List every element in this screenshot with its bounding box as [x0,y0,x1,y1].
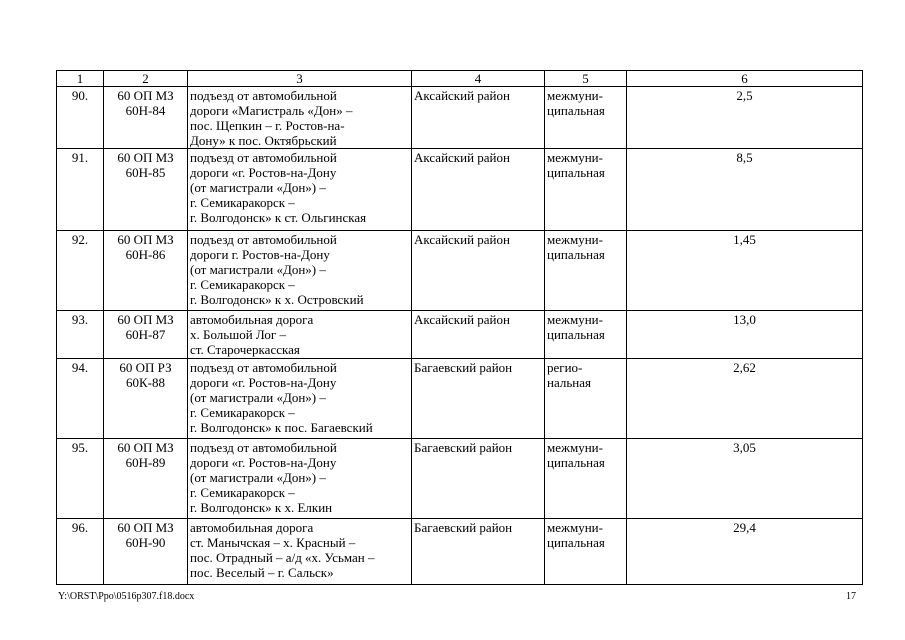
road-code-line: 60 ОП МЗ [117,312,174,327]
road-type [545,519,627,585]
road-name-line: (от магистрали «Дон») – [190,180,326,195]
road-type-line: межмуни- [547,232,603,247]
page-number: 17 [846,591,856,602]
road-type-line: ципальная [547,103,605,118]
col-header-1: 1 [57,71,104,87]
road-type-line: межмуни- [547,312,603,327]
row-number: 91. [57,149,104,231]
table-row [57,149,863,231]
road-length: 1,45 [627,231,863,311]
road-name-line: подъезд от автомобильной [190,360,337,375]
road-length: 3,05 [627,439,863,519]
road-name-line: г. Семикаракорск – [190,195,295,210]
road-code-line: 60Н-87 [125,327,166,342]
road-name-line: пос. Веселый – г. Сальск» [190,565,334,580]
road-code [104,311,188,359]
road-name-line: подъезд от автомобильной [190,150,337,165]
col-header-5: 5 [545,71,627,87]
road-code [104,231,188,311]
road-name-line: автомобильная дорога [190,312,314,327]
road-length: 8,5 [627,149,863,231]
road-code-line: 60Н-85 [125,165,166,180]
district: Аксайский район [412,149,545,231]
road-type [545,439,627,519]
road-type [545,149,627,231]
road-code-line: 60 ОП МЗ [117,440,174,455]
road-name [188,311,412,359]
road-name-line: (от магистрали «Дон») – [190,470,326,485]
road-name-line: г. Волгодонск» к х. Елкин [190,500,333,515]
table-row [57,87,863,149]
road-code-line: 60 ОП МЗ [117,88,174,103]
road-code [104,519,188,585]
road-code-line: 60Н-84 [125,103,166,118]
road-code [104,87,188,149]
road-name-line: автомобильная дорога [190,520,314,535]
district: Аксайский район [412,311,545,359]
road-length: 13,0 [627,311,863,359]
road-name-line: дороги «г. Ростов-на-Дону [190,165,337,180]
header-row [57,71,863,87]
road-name-line: г. Семикаракорск – [190,405,295,420]
district: Багаевский район [412,519,545,585]
road-name-line: (от магистрали «Дон») – [190,390,326,405]
row-number: 96. [57,519,104,585]
road-type-line: ципальная [547,165,605,180]
road-code-line: 60Н-89 [125,455,166,470]
road-type [545,87,627,149]
road-length: 2,5 [627,87,863,149]
road-name [188,439,412,519]
road-code [104,149,188,231]
road-code-line: 60 ОП МЗ [117,520,174,535]
road-name-line: дороги «г. Ростов-на-Дону [190,455,337,470]
road-name-line: пос. Щепкин – г. Ростов-на- [190,118,345,133]
row-number: 93. [57,311,104,359]
road-length: 2,62 [627,359,863,439]
table-row [57,359,863,439]
district: Багаевский район [412,359,545,439]
road-type-line: межмуни- [547,440,603,455]
road-name [188,231,412,311]
road-name [188,359,412,439]
row-number: 95. [57,439,104,519]
road-type [545,359,627,439]
row-number: 90. [57,87,104,149]
road-name-line: х. Большой Лог – [190,327,287,342]
table-row [57,311,863,359]
road-name-line: дороги г. Ростов-на-Дону [190,247,330,262]
road-type-line: межмуни- [547,150,603,165]
road-name-line: Дону» к пос. Октябрьский [190,133,337,148]
road-name [188,87,412,149]
road-type-line: ципальная [547,455,605,470]
road-type-line: ципальная [547,247,605,262]
road-code-line: 60 ОП РЗ [119,360,172,375]
row-number: 94. [57,359,104,439]
district: Аксайский район [412,87,545,149]
road-type-line: межмуни- [547,520,603,535]
road-name-line: (от магистрали «Дон») – [190,262,326,277]
road-code-line: 60 ОП МЗ [117,232,174,247]
road-name-line: г. Семикаракорск – [190,277,295,292]
road-code-line: 60Н-86 [125,247,166,262]
road-name [188,149,412,231]
road-name-line: г. Волгодонск» к х. Островский [190,292,364,307]
road-name-line: г. Волгодонск» к ст. Ольгинская [190,210,367,225]
road-type-line: межмуни- [547,88,603,103]
table-row [57,439,863,519]
road-code-line: 60 ОП МЗ [117,150,174,165]
road-name-line: ст. Старочеркасская [190,342,300,357]
district: Багаевский район [412,439,545,519]
table-row [57,231,863,311]
col-header-3: 3 [188,71,412,87]
road-type-line: ципальная [547,327,605,342]
road-type [545,311,627,359]
road-code-line: 60К-88 [126,375,165,390]
road-code [104,359,188,439]
road-table [56,70,863,585]
road-type-line: регио- [547,360,583,375]
row-number: 92. [57,231,104,311]
road-name-line: г. Семикаракорск – [190,485,295,500]
road-length: 29,4 [627,519,863,585]
road-name-line: подъезд от автомобильной [190,440,337,455]
road-type-line: ципальная [547,535,605,550]
road-name-line: подъезд от автомобильной [190,232,337,247]
road-name-line: г. Волгодонск» к пос. Багаевский [190,420,373,435]
road-name-line: дороги «г. Ростов-на-Дону [190,375,337,390]
district: Аксайский район [412,231,545,311]
road-name-line: подъезд от автомобильной [190,88,337,103]
road-code [104,439,188,519]
road-name-line: дороги «Магистраль «Дон» – [190,103,353,118]
table-row [57,519,863,585]
col-header-6: 6 [627,71,863,87]
road-name-line: ст. Манычская – х. Красный – [190,535,356,550]
col-header-2: 2 [104,71,188,87]
road-code-line: 60Н-90 [125,535,166,550]
road-type [545,231,627,311]
col-header-4: 4 [412,71,545,87]
road-type-line: нальная [547,375,591,390]
road-name-line: пос. Отрадный – а/д «х. Усьман – [190,550,375,565]
footer-file-path: Y:\ORST\Ppo\0516p307.f18.docx [58,591,195,602]
road-name [188,519,412,585]
